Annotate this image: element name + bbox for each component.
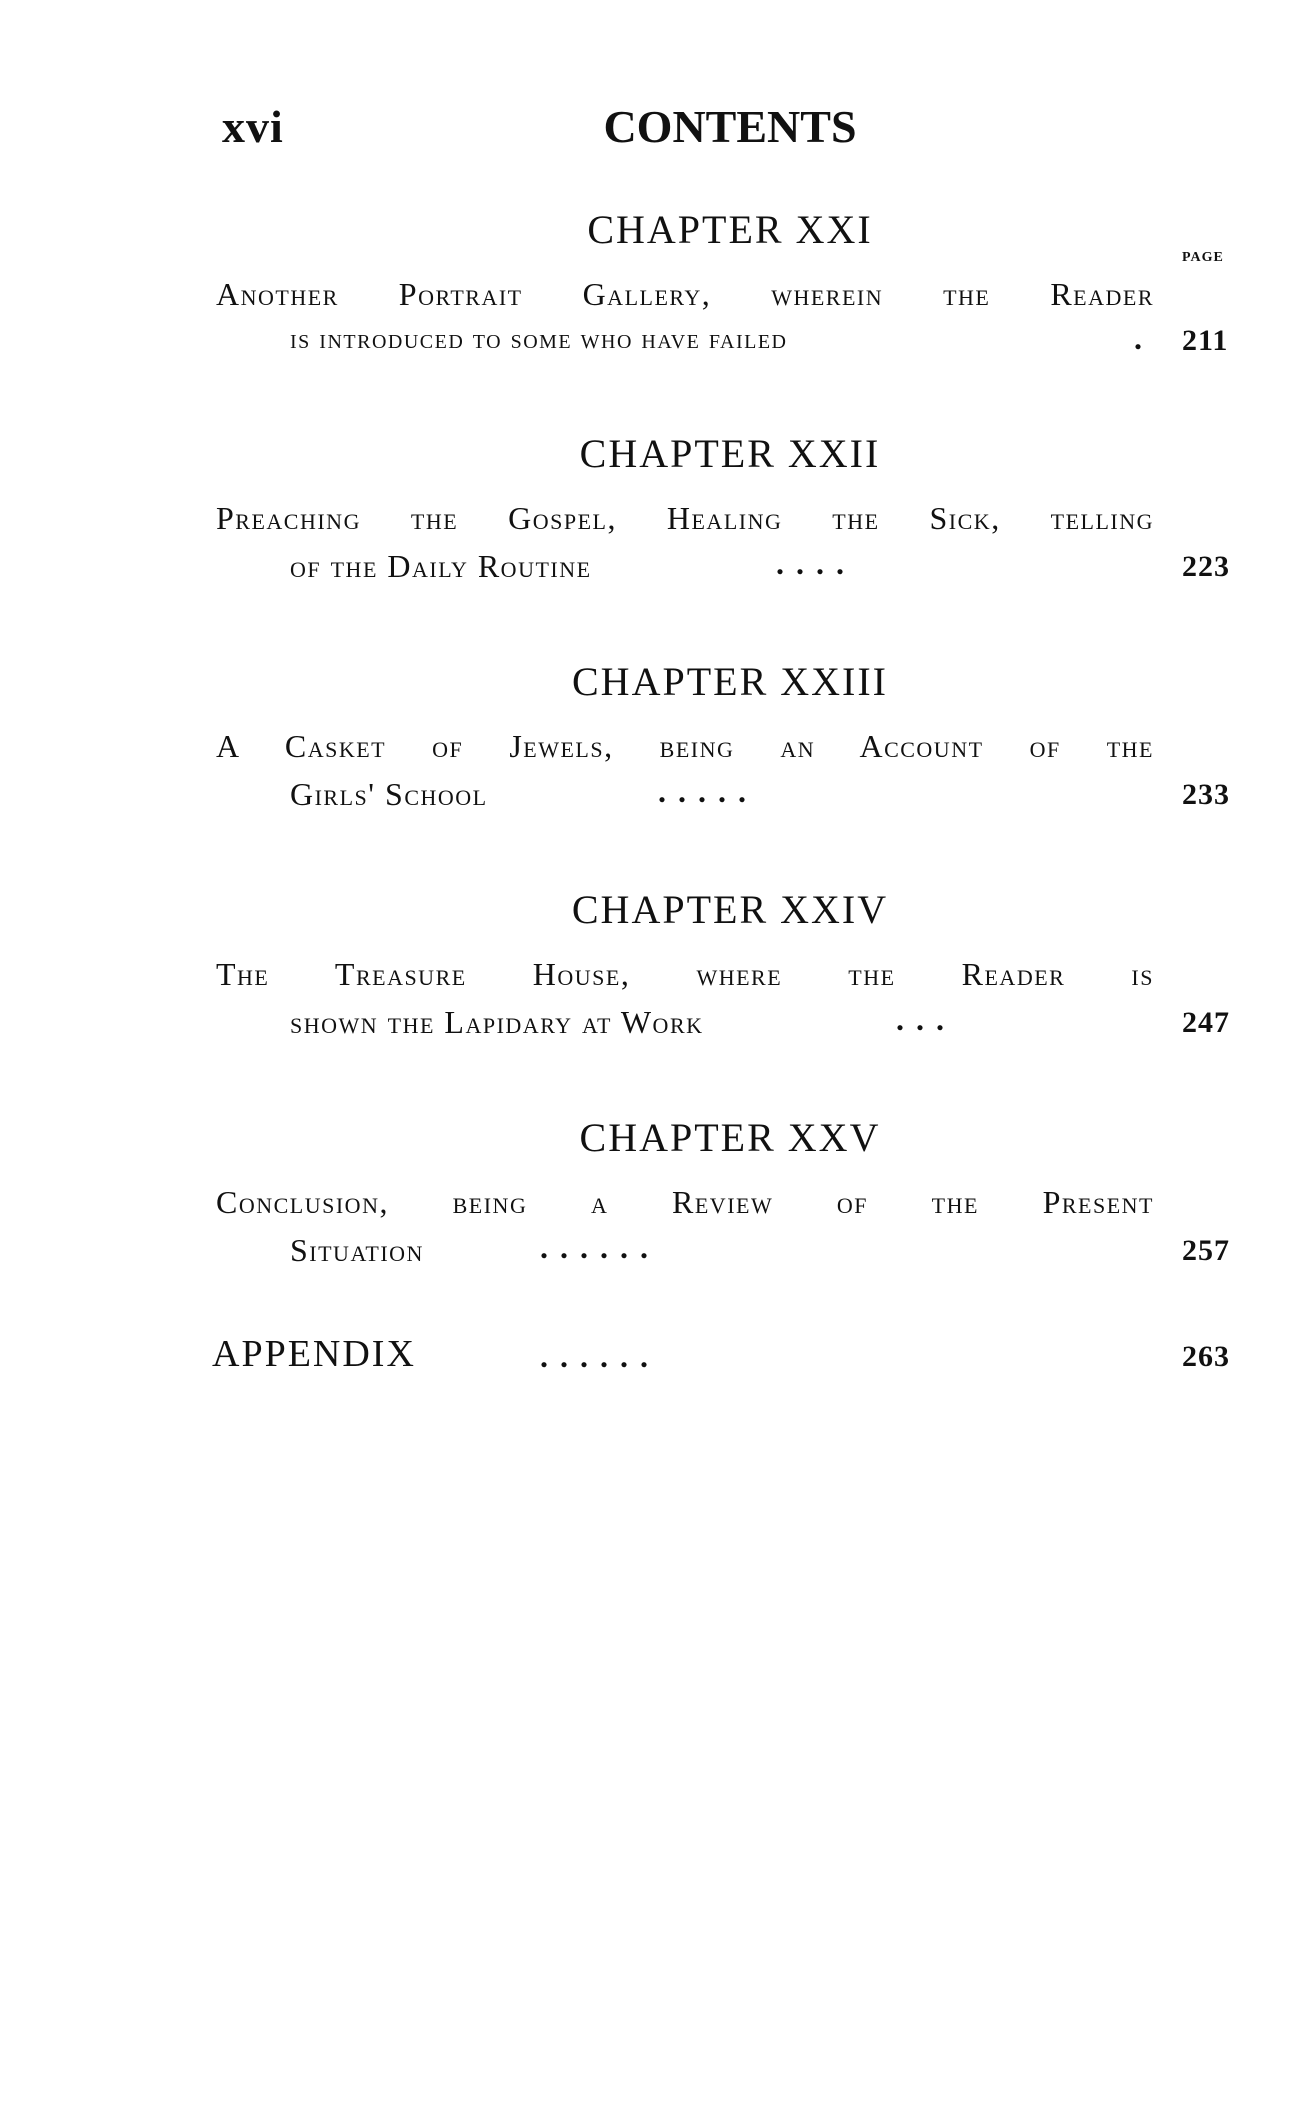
entry-title-line-2: shown the Lapidary at Work	[290, 1004, 704, 1040]
page-number: xvi	[222, 101, 284, 152]
dot-leaders: . . . . . .	[540, 1229, 650, 1265]
page-ref-xxiv: 247	[1182, 1006, 1230, 1039]
page-ref-appendix: 263	[1182, 1340, 1230, 1373]
dot-leaders: .	[1134, 320, 1144, 356]
dot-leaders: . . . . .	[658, 773, 748, 809]
chapter-heading-xxv: CHAPTER XXV	[579, 1115, 881, 1160]
entry-title-line-2: of the Daily Routine	[290, 548, 592, 584]
page-ref-xxii: 223	[1182, 550, 1230, 583]
entry-title-line-1: A Casket of Jewels, being an Account of the	[216, 728, 1154, 764]
entry-title-line-1: Preaching the Gospel, Healing the Sick, telling	[216, 500, 1154, 536]
entry-title-line-1: Conclusion, being a Review of the Present	[216, 1184, 1154, 1220]
entry-title-line-1: Another Portrait Gallery, wherein the Reader	[216, 276, 1154, 312]
dot-leaders: . . . . . .	[540, 1338, 650, 1374]
entry-title-line-2: is introduced to some who have failed	[290, 324, 788, 355]
entry-title-line-2: Girls' School	[290, 776, 488, 812]
page-ref-xxv: 257	[1182, 1234, 1230, 1267]
entry-title-line-1: The Treasure House, where the Reader is	[216, 956, 1154, 992]
dot-leaders: . . .	[896, 1001, 946, 1037]
chapter-heading-xxiv: CHAPTER XXIV	[571, 887, 889, 932]
chapter-heading-xxi: CHAPTER XXI	[587, 207, 873, 252]
page-column-label: PAGE	[1182, 250, 1224, 265]
page-ref-xxi: 211	[1182, 324, 1229, 357]
page-title: CONTENTS	[603, 101, 857, 152]
appendix-label: APPENDIX	[212, 1333, 416, 1375]
entry-title-line-2: Situation	[290, 1232, 424, 1268]
chapter-heading-xxiii: CHAPTER XXIII	[572, 659, 888, 704]
dot-leaders: . . . .	[776, 545, 846, 581]
page-ref-xxiii: 233	[1182, 778, 1230, 811]
chapter-heading-xxii: CHAPTER XXII	[579, 431, 881, 476]
